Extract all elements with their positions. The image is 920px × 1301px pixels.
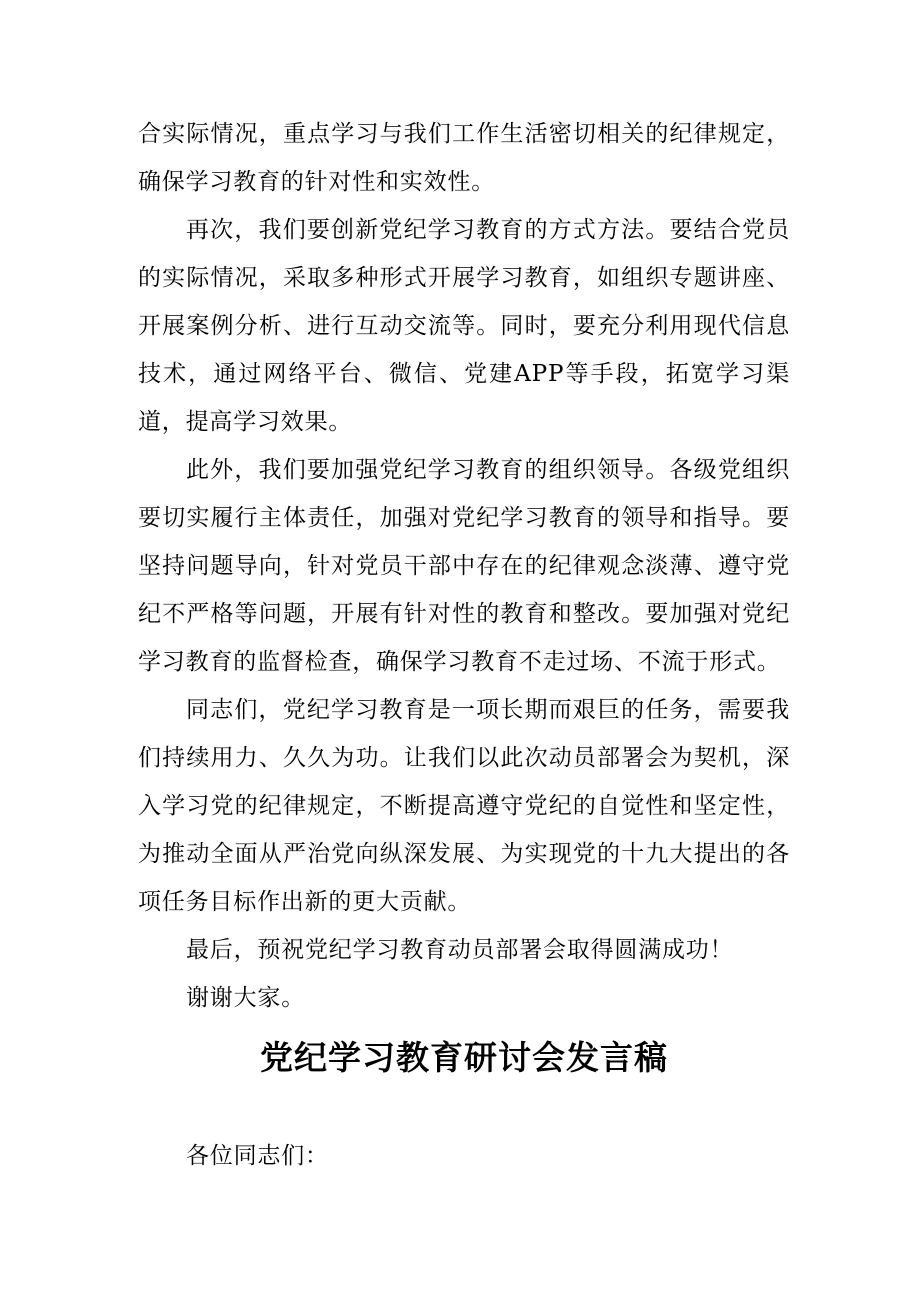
- section-title: 党纪学习教育研讨会发言稿: [260, 1038, 668, 1077]
- paragraph-leadership: 此外，我们要加强党纪学习教育的组织领导。各级党组织要切实履行主体责任，加强对党纪学习教育的领导和指导。要坚持问题导向，针对党员干部中存在的纪律观念淡薄、遵守党纪不严格等问题，开展有针对性的教育和整改。要加强对党纪学习教育的监督检查，确保学习教育不走过场、不流于形式。: [138, 457, 790, 675]
- paragraph-call-to-action: 同志们，党纪学习教育是一项长期而艰巨的任务，需要我们持续用力、久久为功。让我们以此次动员部署会为契机，深入学习党的纪律规定，不断提高遵守党纪的自觉性和坚定性，为推动全面从严治党向纵深发展、为实现党的十九大提出的各项任务目标作出新的更大贡献。: [138, 697, 790, 915]
- paragraph-closing-wish: 最后，预祝党纪学习教育动员部署会取得圆满成功！: [186, 937, 734, 963]
- paragraph-thanks: 谢谢大家。: [186, 985, 305, 1011]
- paragraph-continuation: 合实际情况，重点学习与我们工作生活密切相关的纪律规定，确保学习教育的针对性和实效性。: [138, 121, 790, 195]
- document-body: [138, 110, 790, 1180]
- paragraph-methods: 再次，我们要创新党纪学习教育的方式方法。要结合党员的实际情况，采取多种形式开展学习教育，如组织专题讲座、开展案例分析、进行互动交流等。同时，要充分利用现代信息技术，通过网络平台、微信、党建APP等手段，拓宽学习渠道，提高学习效果。: [138, 217, 790, 435]
- salutation: 各位同志们：: [186, 1143, 329, 1169]
